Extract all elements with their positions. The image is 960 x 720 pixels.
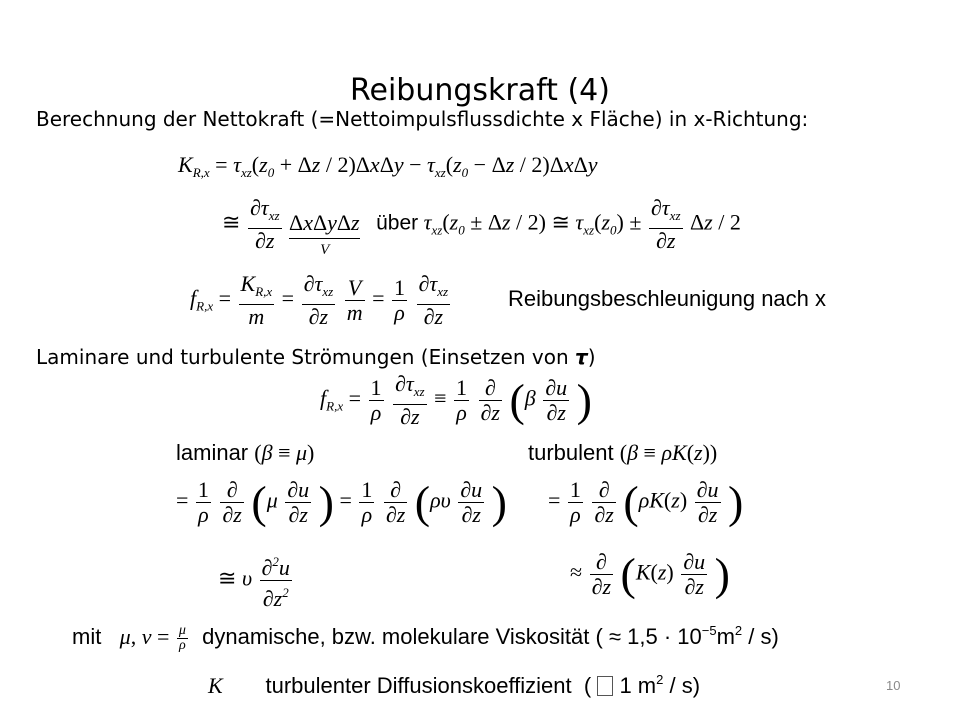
acceleration-label: Reibungsbeschleunigung nach x [508, 286, 827, 311]
equation-general: $f_{R,x}$ = $\frac{1}{\rho}$ $\frac{\partial\tau_{xz}}{\partial z}$ ≡ $\frac{1}{\rho}$ $\frac{\partial}{\partial z}$ (β $\frac{\partial u}{\partial z}$ ) [320, 371, 592, 429]
equation-net-force: $K_{R,x} = \tau_{xz}(z_0 + \Delta z / 2)\Delta x\Delta y - \tau_{xz}(z_0 - \Delta z / 2)\Delta x\Delta y$ [178, 152, 598, 180]
laminar-header: laminar (β ≡ μ) [176, 440, 315, 465]
equation-acceleration: $f_{R,x}$ = $\frac{K_{R,x}}{m}$ = $\frac{\partial\tau_{xz}}{\partial z}$ $\frac{V}{m}$ = $\frac{1}{\rho}$ $\frac{\partial\tau_{xz}}{\partial z}$ [190, 271, 449, 329]
page-number: 10 [886, 678, 901, 693]
page-title: Reibungskraft (4) [350, 73, 610, 108]
equation-laminar-simplified: ≅ υ $\frac{\partial^2u}{\partial z^2}$ [218, 550, 294, 611]
section-heading: Laminare und turbulente Strömungen (Einsetzen von τ) [36, 345, 596, 369]
viscosity-definition: mit μ, ν = $\frac{\mu}{\rho}$ dynamische, bzw. molekulare Viskosität ( ≈ $1,5 \cdot 10^{-5}m^2 / s$) [72, 623, 779, 654]
equation-turbulent: = $\frac{1}{\rho}$ $\frac{\partial}{\partial z}$ (ρK(z) $\frac{\partial u}{\partial z}$ ) [548, 476, 744, 528]
turbulent-header: turbulent (β ≡ ρK(z)) [528, 440, 718, 465]
equation-taylor: ≅ $\frac{\partial\tau_{xz}}{\partial z}$ ΔxΔyΔz V über $\tau_{xz}(z_0 \pm \Delta z / 2)$ ≅ $\tau_{xz}(z_0)$ ± $\frac{\partial\tau_{xz}}{\partial z}$ Δz / 2 [222, 195, 741, 258]
diffusion-definition: K turbulenter Diffusionskoeffizient ( 1 $m^2 / s$) [208, 672, 701, 698]
word-uber: über [376, 211, 419, 235]
equation-turbulent-simplified: ≈ $\frac{\partial}{\partial z}$ (K(z) $\frac{\partial u}{\partial z}$ ) [570, 548, 730, 600]
missing-glyph-icon [597, 676, 613, 696]
equation-laminar: = $\frac{1}{\rho}$ $\frac{\partial}{\partial z}$ (μ $\frac{\partial u}{\partial z}$ ) = $\frac{1}{\rho}$ $\frac{\partial}{\partial z}$ (ρυ $\frac{\partial u}{\partial z}$ ) [176, 476, 507, 528]
intro-text: Berechnung der Nettokraft (=Nettoimpulsflussdichte x Fläche) in x-Richtung: [36, 107, 809, 131]
